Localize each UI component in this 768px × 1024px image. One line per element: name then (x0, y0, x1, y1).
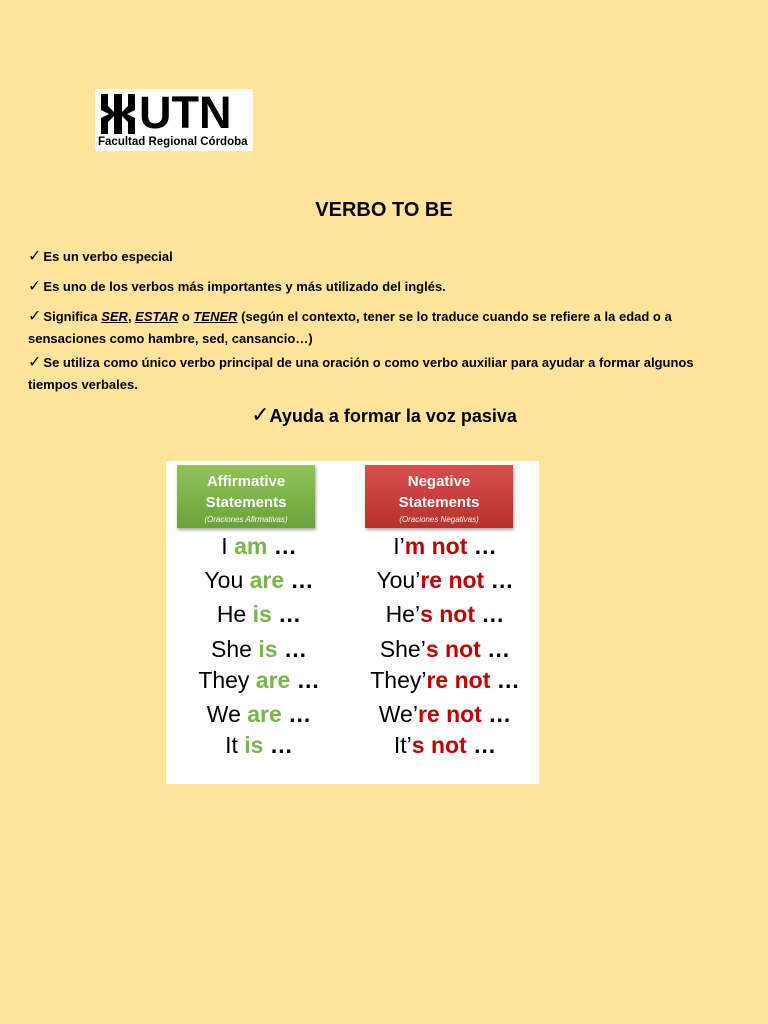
row-subject: I’ (393, 533, 405, 559)
row-subject: He’ (385, 601, 421, 627)
row-subject: He (216, 601, 253, 627)
page-title: VERBO TO BE (315, 199, 453, 221)
bullet-text: Es uno de los verbos más importantes y más utilizado del inglés. (43, 279, 446, 294)
row-ellipsis: … (475, 601, 505, 627)
negative-header (365, 465, 513, 528)
row-verb: re not (426, 667, 491, 693)
row-ellipsis: … (271, 601, 302, 627)
bullet-text: Significa (43, 309, 102, 324)
row-verb: are (249, 567, 285, 593)
row-ellipsis: … (466, 732, 497, 758)
affirmative-title: Affirmative Statements (205, 473, 287, 511)
negative-subtitle: (Oraciones Negativas) (399, 515, 479, 524)
row-verb: am (234, 533, 268, 559)
row-subject: You (204, 567, 250, 593)
affirmative-row (166, 531, 352, 561)
utn-emblem-icon (99, 94, 137, 134)
row-ellipsis: … (267, 533, 297, 559)
keyword-tener: TENER (193, 309, 238, 324)
bullet-text: , (127, 309, 136, 324)
negative-row (352, 531, 538, 561)
affirmative-header (177, 465, 315, 528)
row-subject: I (221, 533, 235, 559)
row-subject: They (198, 667, 256, 693)
row-subject: It’ (393, 732, 412, 758)
negative-title: Negative Statements (398, 473, 480, 511)
check-icon: ✓ (28, 306, 42, 325)
bullet-text: o (178, 309, 194, 324)
logo-wordmark: UTN (139, 87, 232, 138)
row-ellipsis: … (484, 567, 514, 593)
row-ellipsis: … (263, 732, 293, 758)
row-verb: are (247, 701, 282, 727)
row-verb: re not (417, 701, 482, 727)
row-ellipsis: … (284, 567, 314, 593)
row-verb: is (252, 601, 272, 627)
row-ellipsis: … (290, 667, 320, 693)
row-verb: m not (404, 533, 468, 559)
row-verb: s not (411, 732, 467, 758)
row-subject: You’ (376, 567, 421, 593)
row-subject: It (225, 732, 245, 758)
row-verb: is (244, 732, 264, 758)
check-icon: ✓ (251, 403, 270, 428)
logo-subtitle: Facultad Regional Córdoba (98, 136, 248, 148)
row-verb: are (255, 667, 291, 693)
keyword-ser: SER (101, 309, 128, 324)
bullet-item (28, 305, 738, 350)
bullet-text: Se utiliza como único verbo principal de una oración o como verbo auxiliar para ayudar a formar algunos tiempos verbales. (28, 355, 694, 392)
bullet-item (28, 351, 738, 396)
to-be-table (166, 461, 539, 784)
negative-row (352, 699, 538, 729)
affirmative-subtitle: (Oraciones Afirmativas) (204, 515, 288, 524)
check-icon: ✓ (28, 352, 42, 371)
check-icon: ✓ (28, 276, 42, 295)
row-subject: We (206, 701, 248, 727)
affirmative-row (166, 634, 352, 664)
row-ellipsis: … (467, 533, 497, 559)
affirmative-row (166, 730, 352, 760)
row-verb: re not (420, 567, 485, 593)
passive-text: Ayuda a formar la voz pasiva (269, 406, 517, 426)
negative-row (352, 634, 538, 664)
row-verb: is (258, 636, 278, 662)
bullet-item (28, 275, 738, 298)
row-ellipsis: … (281, 701, 312, 727)
row-ellipsis: … (481, 701, 512, 727)
row-subject: They’ (370, 667, 427, 693)
bullet-text: (según el contexto, tener se lo traduce cuando se refiere a la edad o a sensaciones como hambre, sed, cansancio…) (28, 309, 672, 346)
check-icon: ✓ (28, 246, 42, 265)
bullet-text: Es un verbo especial (43, 249, 173, 264)
utn-logo (95, 89, 253, 151)
negative-row (352, 730, 538, 760)
row-ellipsis: … (490, 667, 520, 693)
keyword-estar: ESTAR (135, 309, 179, 324)
affirmative-row (166, 699, 352, 729)
row-subject: We’ (378, 701, 418, 727)
row-verb: s not (420, 601, 476, 627)
row-ellipsis: … (277, 636, 307, 662)
row-subject: She (211, 636, 259, 662)
affirmative-row (166, 665, 352, 695)
passive-voice-heading (0, 403, 768, 429)
row-subject: She’ (379, 636, 426, 662)
negative-row (352, 599, 538, 629)
affirmative-row (166, 565, 352, 595)
negative-row (352, 665, 538, 695)
negative-row (352, 565, 538, 595)
bullet-item (28, 245, 738, 268)
row-verb: s not (425, 636, 481, 662)
affirmative-row (166, 599, 352, 629)
row-ellipsis: … (480, 636, 511, 662)
